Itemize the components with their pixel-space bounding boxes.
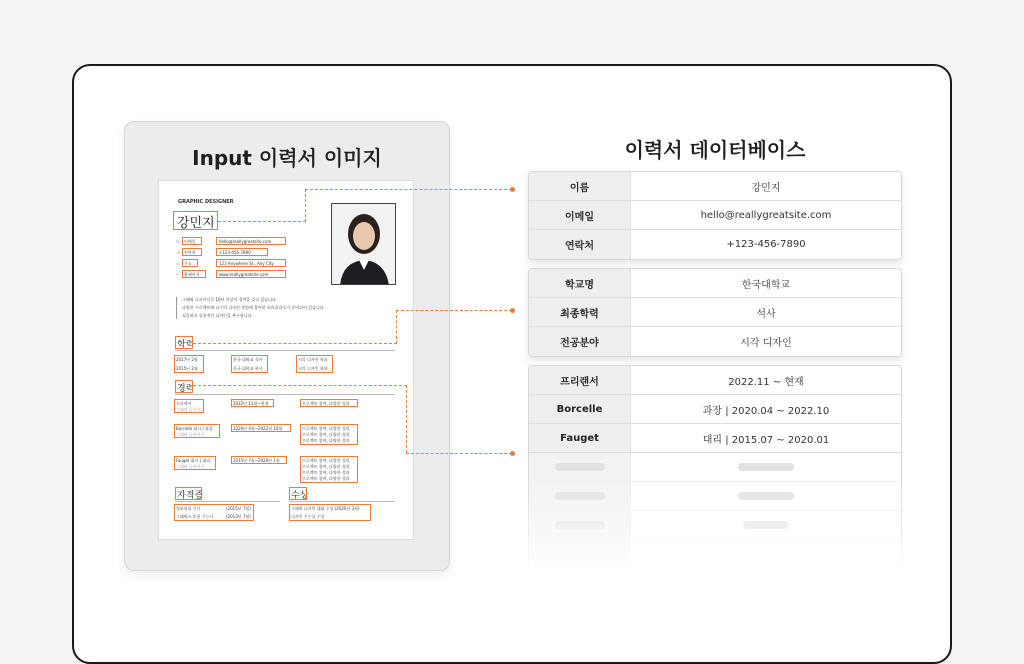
- label-highlight: [182, 259, 198, 267]
- value-highlight: [216, 270, 286, 278]
- intro-line: 다양한 프로젝트에 다수의 디자인 작업에 참여한 포트폴리오가 준비되어 있습니다.: [182, 305, 325, 310]
- field-value: 대리 | 2015.07 ~ 2020.01: [702, 434, 830, 446]
- connector-line: [218, 221, 306, 222]
- field-key: 전공분야: [529, 327, 631, 356]
- table-row: [529, 230, 901, 259]
- field-value: 석사: [756, 308, 776, 320]
- value-highlight: [216, 237, 286, 245]
- edu-school: 한국 대학교 석사: [233, 357, 263, 362]
- field-value: +123-456-7890: [726, 239, 806, 250]
- divider: [175, 394, 395, 395]
- connector-line: [396, 310, 512, 311]
- field-key: 연락처: [529, 230, 631, 259]
- table-row: [529, 269, 901, 298]
- connector-dot: [510, 187, 515, 192]
- career-period: 2015년 7월~2020년 1월: [233, 458, 280, 463]
- connector-line: [193, 343, 397, 344]
- location-icon: ◎: [176, 261, 180, 266]
- heading-highlight: [175, 380, 193, 393]
- skeleton-bar: [555, 463, 605, 471]
- personal-info-table: [528, 171, 902, 260]
- career-highlight: [174, 424, 220, 438]
- award-highlight: [289, 504, 371, 521]
- career-highlight: [231, 424, 291, 432]
- connector-line: [406, 385, 407, 453]
- career-period: 2020년 4월~2022년 10월: [233, 426, 283, 431]
- edu-major: 시각 디자인 학과: [298, 357, 328, 362]
- career-heading: 경력: [177, 384, 195, 394]
- field-key: 학교명: [529, 269, 631, 297]
- career-detail: 프로젝트 참여, 다양한 성과: [302, 458, 350, 463]
- education-heading: 학력: [177, 340, 195, 350]
- divider: [175, 350, 395, 351]
- resume-role: GRAPHIC DESIGNER: [178, 199, 234, 205]
- table-row: [529, 366, 901, 395]
- label-highlight: [182, 270, 206, 278]
- heading-highlight: [289, 487, 307, 500]
- table-row: [529, 424, 901, 453]
- field-key: 이메일: [529, 201, 631, 229]
- connector-line: [396, 310, 397, 344]
- cert-date: (2015년 7월): [226, 506, 251, 511]
- contact-value-homepage: www.reallygreatsite.com: [219, 272, 269, 277]
- cert-heading: 자격증: [177, 491, 204, 501]
- table-row: [529, 201, 901, 230]
- table-row: [529, 395, 901, 424]
- divider: [175, 501, 280, 502]
- phone-icon: ☏: [176, 250, 182, 255]
- career-highlight: [300, 424, 358, 445]
- career-company: Borcelle 회사 | 과장: [176, 426, 213, 431]
- field-key: 최종학력: [529, 298, 631, 326]
- career-highlight: [231, 399, 274, 407]
- contact-value-email: hello@reallygreatsite.com: [219, 239, 272, 244]
- name-highlight: [173, 211, 218, 230]
- contact-label-homepage: 홈페이지: [184, 272, 200, 277]
- career-sub: 그래픽 디자이너: [176, 407, 205, 412]
- intro-bar: [176, 297, 177, 319]
- fade-overlay: [528, 480, 904, 572]
- label-highlight: [182, 237, 202, 245]
- career-detail: 프로젝트 참여, 다양한 성과: [302, 438, 350, 443]
- contact-value-address: 123 Anywhere St., Any City: [219, 261, 274, 266]
- career-highlight: [300, 456, 358, 483]
- resume-name: 강민지: [177, 216, 215, 231]
- field-value: 한국대학교: [741, 279, 791, 291]
- connector-line: [406, 453, 512, 454]
- link-icon: ⚲: [176, 272, 179, 277]
- profile-photo: [331, 203, 396, 285]
- intro-line: 그래픽 디자이너로 10년 이상의 경력을 갖고 있습니다.: [182, 297, 278, 302]
- career-detail: 프로젝트 참여, 다양한 성과: [302, 426, 350, 431]
- career-detail: 프로젝트 참여, 다양한 성과: [302, 470, 350, 475]
- edu-highlight: [174, 355, 204, 373]
- heading-highlight: [175, 487, 202, 500]
- connector-line: [193, 385, 407, 386]
- career-highlight: [174, 399, 204, 413]
- career-detail: 프로젝트 참여, 다양한 성과: [302, 464, 350, 469]
- contact-label-address: 주소: [184, 261, 192, 266]
- cert-name: 그래픽스 운용 기능사: [176, 514, 214, 519]
- value-highlight: [216, 259, 286, 267]
- edu-highlight: [231, 355, 268, 373]
- field-value: 시각 디자인: [740, 338, 792, 349]
- label-highlight: [182, 248, 202, 256]
- career-company: Fauget 회사 | 대리: [176, 458, 211, 463]
- career-detail: 프로젝트 참여, 다양한 성과: [302, 401, 350, 406]
- contact-value-phone: +123-456-7890: [219, 250, 251, 255]
- database-title: 이력서 데이터베이스: [624, 138, 806, 162]
- award-item: 디자인 우수상 수상: [291, 514, 325, 519]
- career-period: 2022년 11월~현재: [233, 401, 269, 406]
- placeholder-row: [529, 453, 901, 482]
- contact-label-phone: 연락처: [184, 250, 196, 255]
- field-key: 프리랜서: [529, 366, 631, 394]
- field-value: 강민지: [751, 182, 781, 194]
- career-highlight: [231, 456, 287, 464]
- award-heading: 수상: [291, 491, 309, 501]
- career-detail: 프로젝트 참여, 다양한 성과: [302, 432, 350, 437]
- edu-date: 2017년 2월: [176, 357, 198, 362]
- edu-highlight: [296, 355, 333, 373]
- table-row: [529, 172, 901, 201]
- heading-highlight: [175, 336, 193, 349]
- connector-line: [305, 189, 512, 190]
- email-icon: ✉: [176, 239, 180, 244]
- career-detail: 프로젝트 참여, 다양한 성과: [302, 476, 350, 481]
- field-value: 과장 | 2020.04 ~ 2022.10: [702, 405, 830, 417]
- education-table: [528, 268, 902, 357]
- cert-name: 정보처리 기사: [176, 506, 201, 511]
- career-sub: 그래픽 디자이너: [176, 464, 205, 469]
- edu-date: 2015년 2월: [176, 366, 198, 371]
- career-company: 프리랜서: [176, 401, 192, 406]
- field-key: Borcelle: [529, 395, 631, 423]
- resume-input-title: Input 이력서 이미지: [192, 146, 382, 170]
- cert-date: (2013년 7월): [226, 514, 251, 519]
- table-row: [529, 298, 901, 327]
- field-key: Fauget: [529, 424, 631, 452]
- connector-dot: [510, 451, 515, 456]
- intro-line: 심플하고 실용적인 디자인을 추구합니다.: [182, 313, 253, 318]
- divider: [289, 501, 395, 502]
- edu-major: 시각 디자인 학과: [298, 366, 328, 371]
- field-value: 2022.11 ~ 현재: [728, 376, 804, 388]
- edu-school: 한국 대학교 학사: [233, 366, 263, 371]
- field-value: hello@reallygreatsite.com: [700, 209, 832, 221]
- table-row: [529, 327, 901, 356]
- career-highlight: [174, 456, 216, 470]
- award-item: 그래픽 디자인 대회 수상 (2020년 3월): [291, 506, 360, 511]
- field-key: 이름: [529, 172, 631, 200]
- cert-highlight: [174, 504, 254, 521]
- career-sub: 그래픽 디자이너: [176, 432, 205, 437]
- connector-dot: [510, 308, 515, 313]
- value-highlight: [216, 248, 268, 256]
- skeleton-bar: [738, 463, 794, 471]
- contact-label-email: 이메일: [184, 239, 196, 244]
- connector-line: [305, 189, 306, 222]
- career-highlight: [300, 399, 358, 407]
